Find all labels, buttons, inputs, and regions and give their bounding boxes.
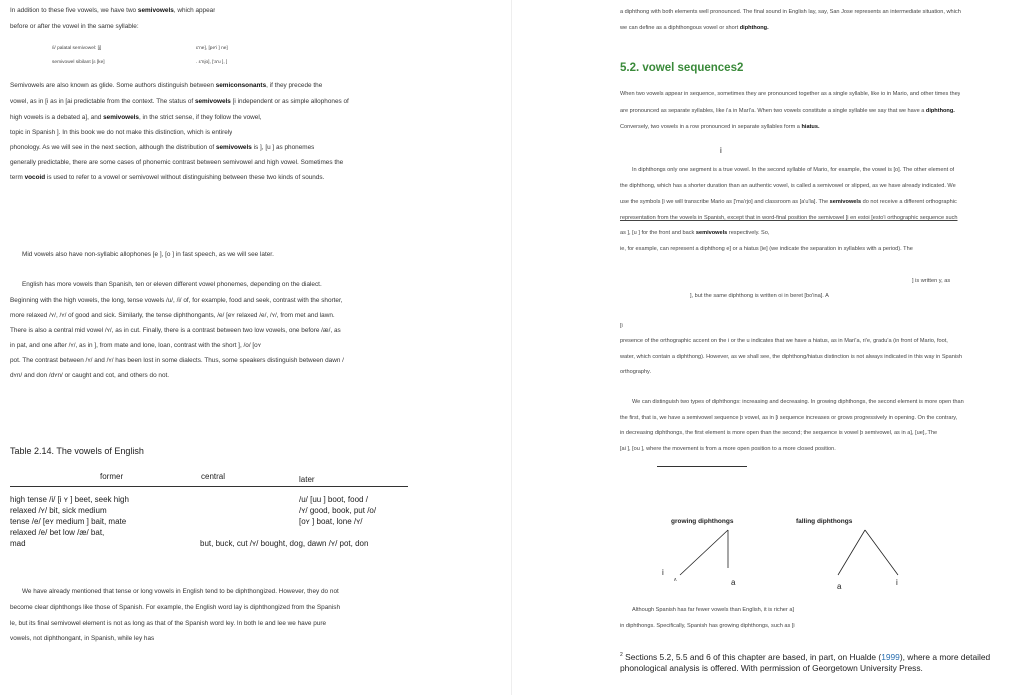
falling-left-line — [838, 530, 865, 575]
diagram-top-rule — [657, 466, 747, 467]
section-title: 5.2. vowel sequences2 — [620, 62, 744, 74]
rp-mid-2: ], but the same diphthong is written oi in beret [bo'ina]. A — [690, 293, 829, 299]
bold-term: diphthong. — [739, 25, 769, 31]
later-row-2: /ʏ/ good, book, put /o/ — [299, 506, 377, 515]
rp-para4-line-1: We can distinguish two types of diphthongs: increasing and decreasing. In growing diphthongs, the second element is more open than — [632, 399, 964, 405]
growing-rise-line — [680, 530, 728, 575]
bold-term: semivowels — [137, 7, 174, 14]
para3-line-5: in pat, and one after /ʏ/, as in ], from mate and lone, loan, contrast with the short ], /o/ [oʏ — [10, 342, 262, 349]
right-top-line-2: we can define as a diphthongous vowel or short diphthong. — [620, 25, 769, 31]
table-header-former: former — [100, 472, 124, 481]
diphthong-diagram — [620, 520, 1020, 600]
para3-line-3: more relaxed /ʏ/, /ʏ/ of good and sick. Similarly, the tense diphthongants, /e/ [eʏ relaxed /e/, /ʏ/, from met and lawn. — [10, 312, 335, 319]
para1-line-1: Semivowels are also known as glide. Some authors distinguish between semiconsonants, if they precede the — [10, 82, 323, 89]
table-col-later — [299, 494, 376, 527]
semivowel-row-1-examples: ɛ'ne], [pe'i ] ne] — [196, 46, 228, 51]
semivowel-row-1-label: /i/ palatal semivowel: [j] — [52, 46, 102, 51]
later-row-3: [oʏ ] boat, lone /ʏ/ — [299, 517, 363, 526]
bold-term: semivowels — [695, 230, 728, 236]
growing-i-glyph: i — [662, 568, 664, 577]
table-col-central — [200, 538, 368, 549]
semivowel-row-2-label: semivowel sibilant [ɛ [ke] — [52, 60, 105, 65]
lone-i-glyph: i — [720, 146, 722, 155]
former-row-2: relaxed /ʏ/ bit, sick medium — [10, 506, 107, 515]
former-row-1: high tense /i/ [i ʏ ] beet, seek high — [10, 495, 129, 504]
rp-para3-line-1: presence of the orthographic accent on the i or the u indicates that we have a hiatus, as in Marí'a, ri'e, gradu'a (in front of Mario, foot, — [620, 338, 948, 344]
bold-term: vocoid — [24, 174, 46, 181]
bold-term: semivowels — [215, 144, 252, 151]
table-col-former — [10, 494, 129, 549]
former-row-5: mad — [10, 539, 26, 548]
rp-para1-line-3: Conversely, two vowels in a row pronounced in separate syllables form a hiatus. — [620, 124, 820, 130]
falling-i-glyph: i — [896, 578, 898, 587]
para3-line-6: pot. The contrast between /ʏ/ and /ʏ/ has been lost in some dialects. Thus, some speakers distinguish between dawn / — [10, 357, 344, 364]
later-row-1: /u/ [uu ] boot, food / — [299, 495, 368, 504]
para3-line-4: There is also a central mid vowel /ʏ/, as in cut. Finally, there is a contrast between two low vowels, one before /æ/, as — [10, 327, 341, 334]
falling-diphthongs-label: falling diphthongs — [796, 518, 853, 525]
para1-line-4: topic in Spanish ]. In this book we do not make this distinction, which is entirely — [10, 129, 233, 136]
para1-line-6: generally predictable, there are some cases of phonemic contrast between semivowel and high vowel. Sometimes the — [10, 159, 344, 166]
rp-para2-line-4: representation from the vowels in Spanish, except that in word-final position the semivowel [i en estoi [esto'i orthographic sequence such — [620, 215, 958, 221]
para4-line-2: become clear diphthongs like those of Spanish. For example, the English word lay is diphthongized from the Spanish — [10, 604, 341, 611]
bold-term: diphthong. — [925, 108, 955, 114]
bold-term: semivowels — [829, 199, 862, 205]
bold-term: semiconsonants — [215, 82, 267, 89]
rp-para1-line-2: are pronounced as separate syllables, like i'a in Marí'a. When two vowels constitute a single syllable we say that we have a diphthong. — [620, 108, 955, 114]
footnote-mark: 2 — [620, 652, 623, 658]
para4-line-3: le, but its final semivowel element is not as long as that of the Spanish word ley. In both le and lee we have pure — [10, 620, 327, 627]
para1-line-7: term vocoid is used to refer to a vowel or semivowel without distinguishing between these two kinds of sounds. — [10, 174, 325, 181]
semivowel-row-2-examples: . ɛ'njo], ['a'u ], ] — [196, 60, 228, 65]
falling-right-line — [865, 530, 898, 575]
table-caption: Table 2.14. The vowels of English — [10, 446, 144, 456]
table-header-rule — [10, 486, 408, 487]
rp-para3-line-3: orthography. — [620, 369, 651, 375]
footnote-text-pre: Sections 5.2, 5.5 and 6 of this chapter are based, in part, on Hualde ( — [625, 651, 882, 662]
right-top-line-1: a diphthong with both elements well pronounced. The final sound in English lay, say, San Jose represents an intermediate situation, which — [620, 9, 961, 15]
falling-a-glyph: a — [837, 582, 842, 591]
footnote — [620, 650, 1015, 674]
bold-term: semivowels — [103, 114, 139, 121]
table-header-later: later — [299, 475, 315, 484]
rp-para4-line-3: in decreasing diphthongs, the first element is more open than the second; the sequence is vowel þ semivowel, as in a], [ue],.The — [620, 430, 938, 436]
para1-line-5: phonology. As we will see in the next section, although the distribution of semivowels is ], [u ] as phonemes — [10, 144, 315, 151]
rp-para2-line-1: In diphthongs only one segment is a true vowel. In the second syllable of Mario, for example, the vowel is [o]. The other element of — [632, 167, 955, 173]
para1-line-3: high vowels is a debated a], and semivowels, in the strict sense, if they follow the vowel, — [10, 114, 262, 121]
growing-mark-glyph: ʌ — [674, 577, 677, 583]
para2: Mid vowels also have non-syllabic allophones [e ], [o ] in fast speech, as we will see later. — [22, 251, 274, 258]
bold-term: hiatus. — [801, 124, 820, 130]
rp-para2-line-6: ie, for example, can represent a diphthong e] or a hiatus [ie] (we indicate the separation in syllables with a period). The — [620, 246, 913, 252]
bold-term: semivowels — [194, 98, 231, 105]
footnote-text-post: ), where a more detailed phonological analysis is offered. With permission of Georgetown University Press. — [620, 651, 991, 673]
footnote-year-link[interactable]: 1999 — [881, 651, 900, 662]
rp-mid-3: [i — [620, 323, 623, 329]
former-row-4: relaxed /e/ bet low /æ/ bat, — [10, 528, 105, 537]
rp-para1-line-1: When two vowels appear in sequence, sometimes they are pronounced together as a single syllable, like io in Mario, and other times they — [620, 91, 961, 97]
rp-para2-line-2: the diphthong, which has a shorter duration than an authentic vowel, is called a semivowel or slipped, as we have already indicated. We — [620, 183, 956, 189]
growing-a-glyph: a — [731, 578, 736, 587]
rp-mid-1: ] is written y, as — [912, 278, 951, 284]
para3-line-1: English has more vowels than Spanish, ten or eleven different vowel phonemes, depending on the dialect. — [22, 281, 322, 288]
para4-line-4: vowels, not diphthongant, in Spanish, while ley has — [10, 635, 155, 642]
rp-para5-line-2: in diphthongs. Specifically, Spanish has growing diphthongs, such as [i — [620, 623, 795, 629]
para3-line-2: Beginning with the high vowels, the long, tense vowels /u/, /i/ of, for example, food and seek, contrast with the shorter, — [10, 297, 343, 304]
para3-line-7: dʏn/ and don /dʏn/ or caught and cot, and others do not. — [10, 372, 170, 379]
rp-para4-line-2: the first, that is, we have a semivowel sequence þ vowel, as in [i sequence increases or grows progressively in opening. On the contrary, — [620, 415, 958, 421]
rp-para2-line-3: use the symbols [i we will transcribe Mario as ['ma'ɾjo] and classroom as [a'u'la]. The semivowels do not receive a different orthographic — [620, 199, 957, 205]
former-row-3: tense /e/ [eʏ medium ] bait, mate — [10, 517, 127, 526]
growing-diphthongs-label: growing diphthongs — [671, 518, 734, 525]
rp-para5-line-1: Although Spanish has far fewer vowels than English, it is richer a] — [632, 607, 794, 613]
intro-line-1: In addition to these five vowels, we have two semivowels, which appear — [10, 7, 216, 14]
rp-para4-line-4: [ai ], [ou ], where the movement is from a more open position to a more closed position. — [620, 446, 836, 452]
table-header-central: central — [201, 472, 226, 481]
rp-para2-line-5: as ], [u ] for the front and back semivowels respectively. So, — [620, 230, 770, 236]
rp-para3-line-2: water, which contain a diphthong). However, as we shall see, the diphthong/hiatus distinction is not always indicated in this way in Spanish — [620, 354, 963, 360]
para4-line-1: We have already mentioned that tense or long vowels in English tend to be diphthongized. However, they do not — [22, 588, 339, 595]
intro-line-2: before or after the vowel in the same syllable: — [10, 23, 139, 30]
central-row-1: but, buck, cut /ʏ/ bought, dog, dawn /ʏ/ pot, don — [200, 539, 369, 548]
para1-line-2: vowel, as in [i as in [ai predictable from the context. The status of semivowels [i independent or as simple allophones of — [10, 98, 349, 105]
